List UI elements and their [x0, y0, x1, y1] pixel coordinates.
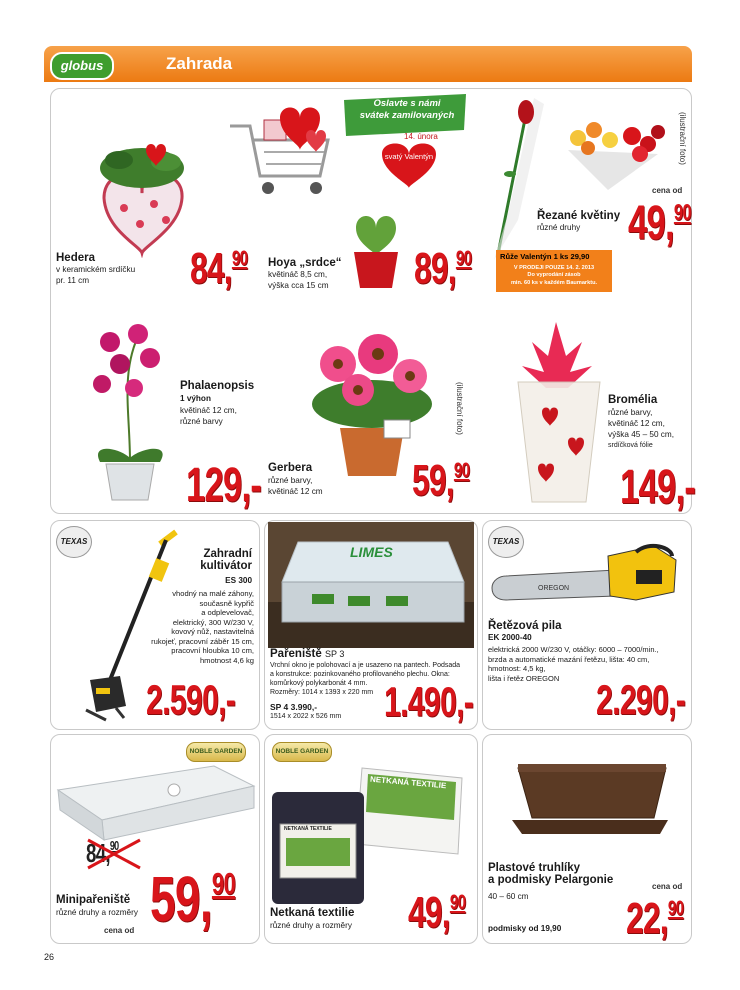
pila-name: Řetězová pila: [488, 620, 562, 632]
hoya-desc-1: květináč 8,5 cm,: [268, 270, 328, 279]
globus-logo: globus: [50, 52, 114, 80]
kultivator-name-2: kultivátor: [200, 560, 252, 572]
rezane-name: Řezané květiny: [537, 210, 621, 222]
phalaenopsis-name: Phalaenopsis: [180, 380, 255, 392]
gerbera-price: 59,90: [412, 456, 470, 505]
flower-box-image: [510, 760, 670, 840]
phalaenopsis-desc-3: různé barvy: [180, 417, 223, 426]
hedera-desc: v keramickém srdíčku: [56, 265, 136, 274]
truhliky-podmisky: podmisky od 19,90: [488, 924, 562, 933]
hoya-desc-2: výška cca 15 cm: [268, 281, 329, 290]
kultivator-desc-line: hmotnost 4,6 kg: [199, 655, 254, 665]
pareniste-desc-line: Rozměry: 1014 x 1393 x 220 mm: [270, 689, 374, 696]
pila-desc-line: lišta i řetěz OREGON: [488, 673, 560, 683]
pareniste-sp4: SP 4 3.990,-: [270, 702, 318, 712]
phalaenopsis-desc-1: 1 výhon: [180, 394, 211, 403]
kultivator-desc-line: rukojeť, pracovní záběr 15 cm,: [151, 636, 254, 646]
hoya-plant-image: [346, 208, 406, 288]
strikethrough-cross: [84, 836, 144, 872]
hoya-name: Hoya „srdce“: [268, 257, 342, 269]
bromelia-desc-3: výška 45 – 50 cm,: [608, 430, 674, 439]
banner-line-1: Oslavte s námi: [373, 98, 441, 109]
mini-greenhouse-image: [54, 760, 258, 842]
noble-garden-logo: NOBLE GARDEN: [186, 742, 246, 762]
section-title: Zahrada: [166, 54, 233, 73]
page-number: 26: [44, 952, 55, 962]
bromelia-price: 149,-: [620, 461, 696, 514]
pila-desc-line: hmotnost: 4,5 kg,: [488, 664, 546, 673]
limes-sign: LIMES: [350, 544, 393, 560]
pareniste-model: SP 3: [324, 649, 345, 659]
valentine-heart-text: svatý Valentýn: [384, 152, 434, 161]
bromelia-desc-2: květináč 12 cm,: [608, 419, 665, 428]
pareniste-desc-line: Vrchní okno je polohovací a je usazeno na pantech. Podsada: [270, 662, 461, 669]
pila-model: EK 2000-40: [488, 633, 532, 642]
rezane-price: 49,90: [628, 197, 691, 250]
rezane-desc: různé druhy: [537, 223, 581, 232]
kultivator-desc-line: současně kypřič: [199, 598, 254, 608]
cut-flowers-image: [548, 110, 678, 190]
kultivator-name: [196, 548, 252, 572]
rose-promo-title: Růže Valentýn 1 ks 29,90: [500, 252, 590, 261]
banner-line-2: svátek zamilovaných: [359, 110, 455, 121]
hedera-heart-pot-image: [84, 138, 196, 258]
phalaenopsis-orchid-image: [80, 312, 180, 504]
hoya-price: 89,90: [414, 244, 472, 293]
textilie-price: 49,90: [408, 888, 466, 937]
pareniste-desc-line: a konstrukce: pozinkovaného profilovaného plechu. Okna:: [270, 671, 450, 678]
pila-desc-line: brzda a automatické mazání řetězu, lišta: 40 cm,: [488, 654, 650, 664]
bromelia-desc-4: srdíčková fólie: [608, 442, 653, 449]
truhliky-name-1: Plastové truhlíky: [488, 862, 581, 874]
illustration-note-2: (ilustrační foto): [455, 382, 464, 435]
valentine-heart-icon: [378, 138, 440, 190]
chainsaw-image: [486, 540, 686, 620]
single-rose-image: [488, 94, 548, 264]
textilie-pack-label-2: NETKANÁ TEXTILIE: [284, 826, 332, 832]
minipareniste-name: Minipařeniště: [56, 894, 131, 906]
svg-text:OREGON: OREGON: [538, 585, 570, 592]
pareniste-name: [270, 648, 344, 660]
bromelia-desc-1: různé barvy,: [608, 408, 653, 417]
pareniste-title: Pařeniště: [270, 648, 322, 660]
bromelia-name: Bromélia: [608, 394, 658, 406]
rose-promo-details: [500, 265, 608, 287]
rose-promo-line-4: min. 60 ks v každém Baumarktu.: [510, 279, 598, 286]
minipareniste-cena-od: cena od: [104, 926, 135, 935]
texas-logo: TEXAS: [56, 526, 92, 558]
kultivator-desc: [136, 589, 254, 665]
pila-price: 2.290,-: [596, 676, 686, 723]
gerbera-desc-1: různé barvy,: [268, 476, 313, 485]
kultivator-desc-line: elektrický, 300 W/230 V,: [172, 617, 254, 627]
gerbera-name: Gerbera: [268, 462, 313, 474]
kultivator-desc-line: a odplevelovač,: [201, 608, 254, 617]
textilie-desc: různé druhy a rozměry: [270, 921, 352, 930]
kultivator-desc-line: vhodný na malé záhony,: [172, 589, 254, 598]
noble-garden-logo: NOBLE GARDEN: [272, 742, 332, 762]
minipareniste-old-price: 84,90: [86, 838, 119, 868]
kultivator-price: 2.590,-: [146, 676, 236, 723]
bromelia-image: [512, 312, 606, 506]
textilie-pack-label-1: NETKANÁ TEXTILIE: [369, 774, 447, 791]
kultivator-name-1: Zahradní: [203, 548, 252, 560]
cold-frame-image: [268, 522, 474, 648]
shopping-cart-hearts-image: [220, 96, 340, 222]
pareniste-price: 1.490,-: [384, 678, 474, 725]
hedera-size: pr. 11 cm: [56, 276, 90, 285]
rose-promo-line-3: Do vyprodání zásob: [527, 272, 581, 279]
pareniste-desc-line: komůrkový polykarbonát 4 mm.: [270, 680, 368, 687]
truhliky-name: [488, 862, 613, 886]
hedera-price: 84,90: [190, 244, 248, 293]
truhliky-name-2: a podmisky Pelargonie: [488, 874, 614, 886]
pareniste-sp4-dim: 1514 x 2022 x 526 mm: [270, 713, 342, 720]
phalaenopsis-desc-2: květináč 12 cm,: [180, 406, 237, 415]
rezane-cena-od: cena od: [652, 186, 683, 195]
truhliky-size: 40 – 60 cm: [488, 892, 529, 901]
texas-logo: TEXAS: [488, 526, 524, 558]
truhliky-cena-od: cena od: [652, 882, 683, 891]
kultivator-desc-line: pracovní hloubka 10 cm,: [171, 646, 254, 655]
gerbera-desc-2: květináč 12 cm: [268, 487, 323, 496]
section-header-bar: [44, 46, 692, 82]
kultivator-desc-line: kovový nůž, nastavitelná: [171, 627, 254, 636]
minipareniste-price: 59,90: [150, 863, 236, 935]
truhliky-price: 22,90: [626, 894, 684, 943]
minipareniste-desc: různé druhy a rozměry: [56, 908, 138, 917]
valentine-banner-text: [352, 98, 462, 122]
hedera-name: Hedera: [56, 252, 95, 264]
pila-desc-line: elektrická 2000 W/230 V, otáčky: 6000 – 7000/min.,: [488, 645, 659, 654]
valentine-date: 14. února: [404, 132, 438, 141]
illustration-note-1: (ilustrační foto): [678, 112, 687, 165]
textilie-name: Netkaná textilie: [270, 907, 355, 919]
phalaenopsis-price: 129,-: [186, 459, 262, 512]
rose-promo-line-2: V PRODEJI POUZE 14. 2. 2013: [513, 265, 595, 271]
kultivator-model: ES 300: [225, 576, 252, 585]
